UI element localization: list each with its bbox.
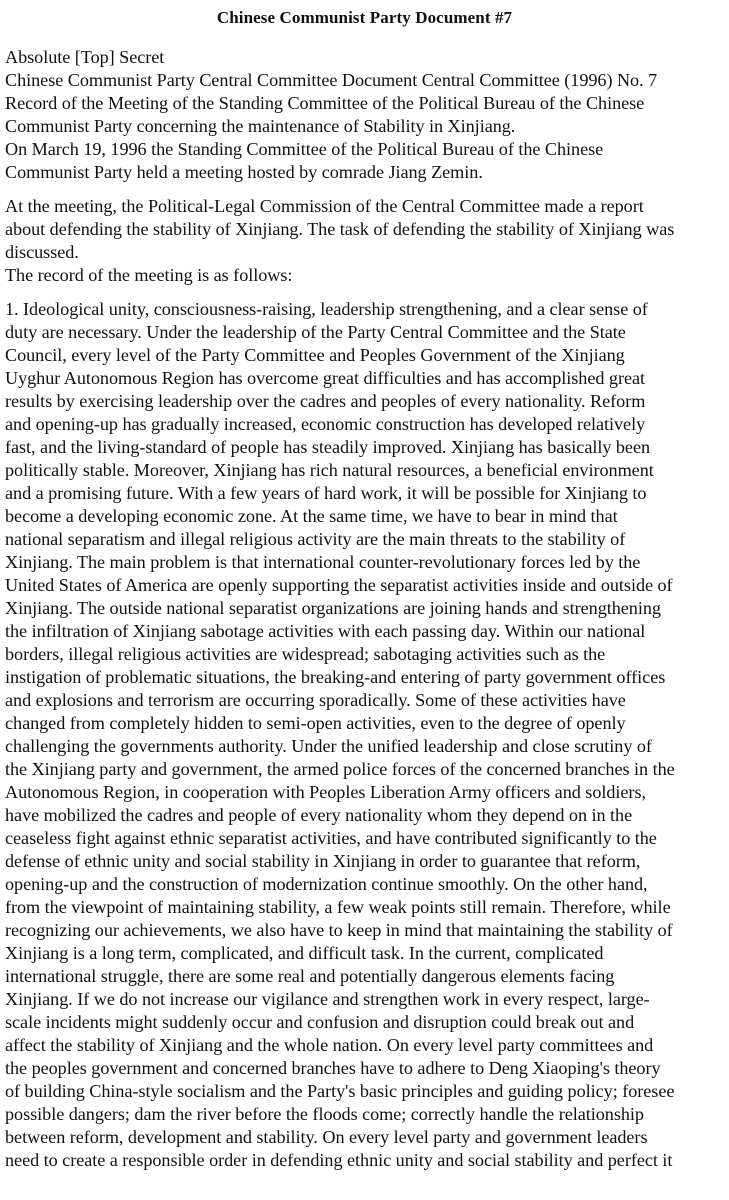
section-1-paragraph (5, 298, 729, 1172)
section-1-line: 1. Ideological unity, consciousness-raising, leadership strengthening, and a clear sense of (5, 299, 648, 319)
section-1-line: Council, every level of the Party Committee and Peoples Government of the Xinjiang (5, 345, 625, 365)
section-1-line: need to create a responsible order in defending ethnic unity and social stability and perfect it (5, 1150, 673, 1170)
header-line: Chinese Communist Party Central Committee Document Central Committee (1996) No. 7 (5, 70, 658, 90)
section-1-line: of building China-style socialism and the Party's basic principles and guiding policy; foresee (5, 1081, 675, 1101)
section-1-line: United States of America are openly supporting the separatist activities inside and outside of (5, 575, 673, 595)
section-1-line: the Xinjiang party and government, the armed police forces of the concerned branches in the (5, 759, 675, 779)
section-1-line: defense of ethnic unity and social stability in Xinjiang in order to guarantee that reform, (5, 851, 641, 871)
section-1-line: and a promising future. With a few years of hard work, it will be possible for Xinjiang to (5, 483, 647, 503)
section-1-line: Xinjiang. If we do not increase our vigilance and strengthen work in every respect, large- (5, 989, 650, 1009)
header-line: Communist Party concerning the maintenance of Stability in Xinjiang. (5, 116, 516, 136)
section-1-line: opening-up and the construction of modernization continue smoothly. On the other hand, (5, 874, 648, 894)
section-1-line: Xinjiang. The main problem is that international counter-revolutionary forces led by the (5, 552, 641, 572)
section-1-line: borders, illegal religious activities are widespread; sabotaging activities such as the (5, 644, 606, 664)
header-line: Absolute [Top] Secret (5, 47, 165, 67)
section-1-line: between reform, development and stability. On every level party and government leaders (5, 1127, 648, 1147)
intro-line: At the meeting, the Political-Legal Commission of the Central Committee made a report (5, 196, 644, 216)
header-line: Record of the Meeting of the Standing Committee of the Political Bureau of the Chinese (5, 93, 645, 113)
section-1-line: politically stable. Moreover, Xinjiang has rich natural resources, a beneficial environment (5, 460, 654, 480)
intro-paragraph (5, 195, 729, 287)
header-line: On March 19, 1996 the Standing Committee of the Political Bureau of the Chinese (5, 139, 604, 159)
section-1-line: instigation of problematic situations, the breaking-and entering of party government offices (5, 667, 666, 687)
section-1-line: possible dangers; dam the river before the floods come; correctly handle the relationship (5, 1104, 644, 1124)
section-1-line: Uyghur Autonomous Region has overcome great difficulties and has accomplished great (5, 368, 645, 388)
section-1-line: fast, and the living-standard of people has steadily improved. Xinjiang has basically been (5, 437, 651, 457)
section-1-line: ceaseless fight against ethnic separatist activities, and have contributed significantly to the (5, 828, 657, 848)
section-1-line: international struggle, there are some real and potentially dangerous elements facing (5, 966, 615, 986)
paragraph-gap (5, 184, 729, 195)
intro-line: discussed. (5, 242, 79, 262)
section-1-line: Xinjiang. The outside national separatist organizations are joining hands and strengthening (5, 598, 661, 618)
section-1-line: become a developing economic zone. At the same time, we have to bear in mind that (5, 506, 618, 526)
section-1-line: recognizing our achievements, we also have to keep in mind that maintaining the stability of (5, 920, 673, 940)
intro-line: about defending the stability of Xinjiang. The task of defending the stability of Xinjiang was (5, 219, 675, 239)
section-1-line: results by exercising leadership over the cadres and peoples of every nationality. Reform (5, 391, 646, 411)
section-1-line: and explosions and terrorism are occurring sporadically. Some of these activities have (5, 690, 626, 710)
document-body (5, 46, 729, 1172)
section-1-line: challenging the governments authority. Under the unified leadership and close scrutiny of (5, 736, 652, 756)
section-1-line: scale incidents might suddenly occur and confusion and disruption could break out and (5, 1012, 635, 1032)
section-1-line: the infiltration of Xinjiang sabotage activities with each passing day. Within our national (5, 621, 646, 641)
section-1-line: Xinjiang is a long term, complicated, and difficult task. In the current, complicated (5, 943, 604, 963)
section-1-line: changed from completely hidden to semi-open activities, even to the degree of openly (5, 713, 626, 733)
section-1-line: from the viewpoint of maintaining stability, a few weak points still remain. Therefore, while (5, 897, 671, 917)
section-1-line: Autonomous Region, in cooperation with Peoples Liberation Army officers and soldiers, (5, 782, 646, 802)
intro-line: The record of the meeting is as follows: (5, 265, 293, 285)
section-1-line: and opening-up has gradually increased, economic construction has developed relatively (5, 414, 646, 434)
section-1-line: duty are necessary. Under the leadership of the Party Central Committee and the State (5, 322, 626, 342)
section-1-line: have mobilized the cadres and people of every nationality whom they depend on in the (5, 805, 633, 825)
paragraph-gap (5, 287, 729, 298)
section-1-line: the peoples government and concerned branches have to adhere to Deng Xiaoping's theory (5, 1058, 661, 1078)
section-1-line: affect the stability of Xinjiang and the whole nation. On every level party committees and (5, 1035, 654, 1055)
section-1-line: national separatism and illegal religious activity are the main threats to the stability of (5, 529, 626, 549)
document-title: Chinese Communist Party Document #7 (216, 8, 513, 27)
header-line: Communist Party held a meeting hosted by comrade Jiang Zemin. (5, 162, 483, 182)
header-block (5, 46, 729, 184)
